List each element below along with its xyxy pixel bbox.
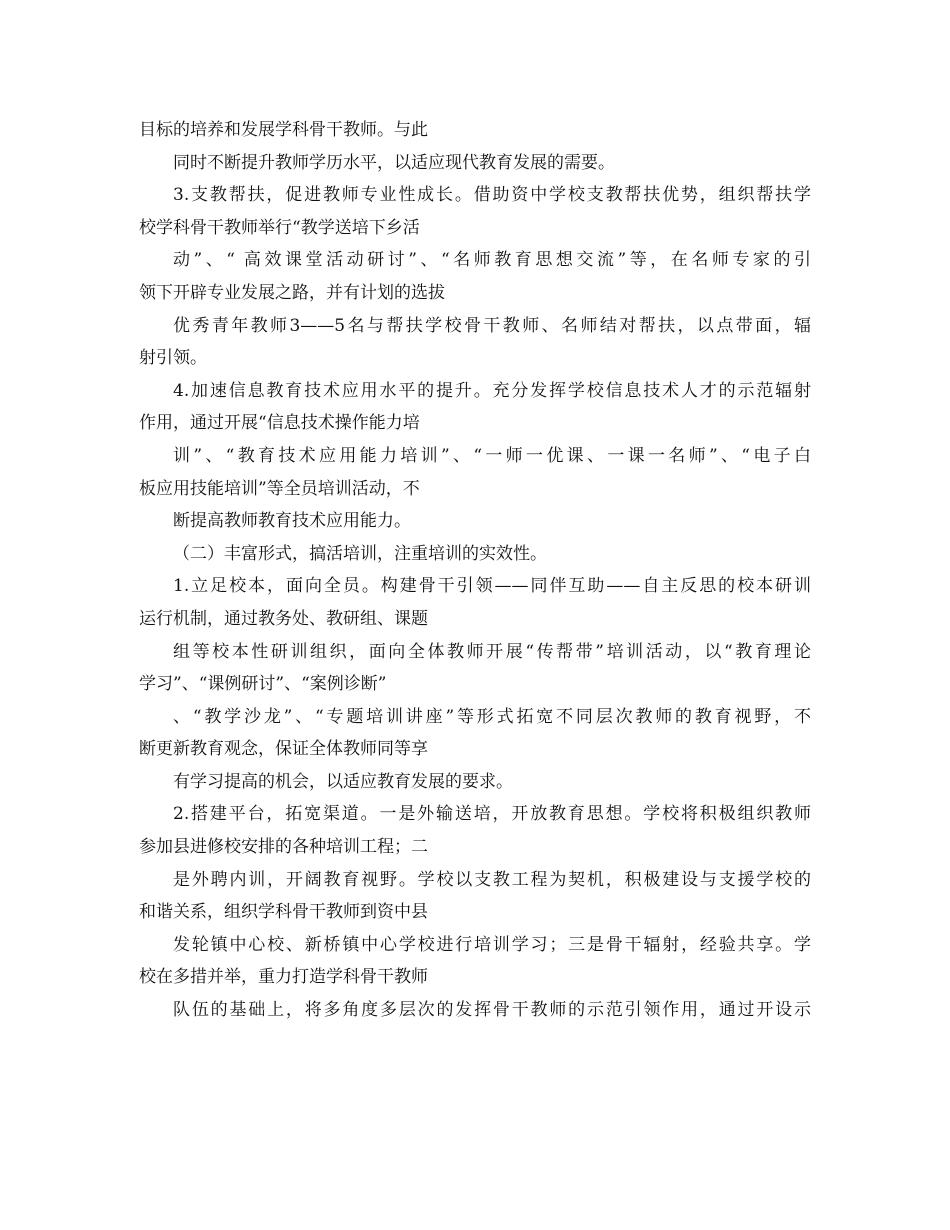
text-line: 有学习提高的机会，以适应教育发展的要求。 [173, 771, 513, 792]
text-line: 断更新教育观念，保证全体教师同等享 [139, 739, 428, 760]
text-line: 和谐关系，组织学科骨干教师到资中县 [139, 902, 428, 923]
text-line: 同时不断提升教师学历水平，以适应现代教育发展的需要。 [173, 152, 615, 173]
text-line: 2.搭建平台，拓宽渠道。一是外输送培，开放教育思想。学校将积极组织教师 [173, 804, 811, 825]
text-line: 训”、“教育技术应用能力培训”、“一师一优课、一课一名师”、“电子白 [173, 445, 811, 466]
text-line: 校在多措并举，重力打造学科骨干教师 [139, 967, 428, 988]
text-line: 3.支教帮扶，促进教师专业性成长。借助资中学校支教帮扶优势，组织帮扶学 [173, 185, 811, 206]
text-line: 是外聘内训，开阔教育视野。学校以支教工程为契机，积极建设与支援学校的 [173, 869, 811, 890]
text-line: 1.立足校本，面向全员。构建骨干引领——同伴互助——自主反思的校本研训 [173, 576, 811, 597]
text-line: 板应用技能培训”等全员培训活动，不 [139, 478, 420, 499]
text-line: 发轮镇中心校、新桥镇中心学校进行培训学习；三是骨干辐射，经验共享。学 [173, 934, 811, 955]
text-line: 参加县进修校安排的各种培训工程；二 [139, 837, 428, 858]
text-line: 断提高教师教育技术应用能力。 [173, 511, 411, 532]
text-line: （二）丰富形式，搞活培训，注重培训的实效性。 [173, 543, 547, 564]
text-line: 组等校本性研训组织，面向全体教师开展“传帮带”培训活动，以“教育理论 [173, 641, 811, 662]
text-line: 射引领。 [139, 348, 207, 369]
text-line: 目标的培养和发展学科骨干教师。与此 [139, 120, 428, 140]
text-line: 作用，通过开展“信息技术操作能力培 [139, 413, 420, 434]
document-body [139, 114, 811, 1027]
text-line: 校学科骨干教师举行“教学送培下乡活 [139, 217, 420, 238]
text-line: 、“教学沙龙”、“专题培训讲座”等形式拓宽不同层次教师的教育视野，不 [173, 706, 811, 727]
text-line: 4.加速信息教育技术应用水平的提升。充分发挥学校信息技术人才的示范辐射 [173, 380, 811, 401]
text-line: 优秀青年教师3——5名与帮扶学校骨干教师、名师结对帮扶，以点带面，辐 [173, 315, 811, 336]
text-line: 动”、“ 高效课堂活动研讨”、“名师教育思想交流”等，在名师专家的引 [173, 250, 811, 271]
text-line: 队伍的基础上，将多角度多层次的发挥骨干教师的示范引领作用，通过开设示 [173, 1000, 811, 1021]
text-line: 学习”、“课例研讨”、“案例诊断” [139, 674, 387, 695]
text-line: 运行机制，通过教务处、教研组、课题 [139, 608, 428, 629]
text-line: 领下开辟专业发展之路，并有计划的选拔 [139, 282, 445, 303]
